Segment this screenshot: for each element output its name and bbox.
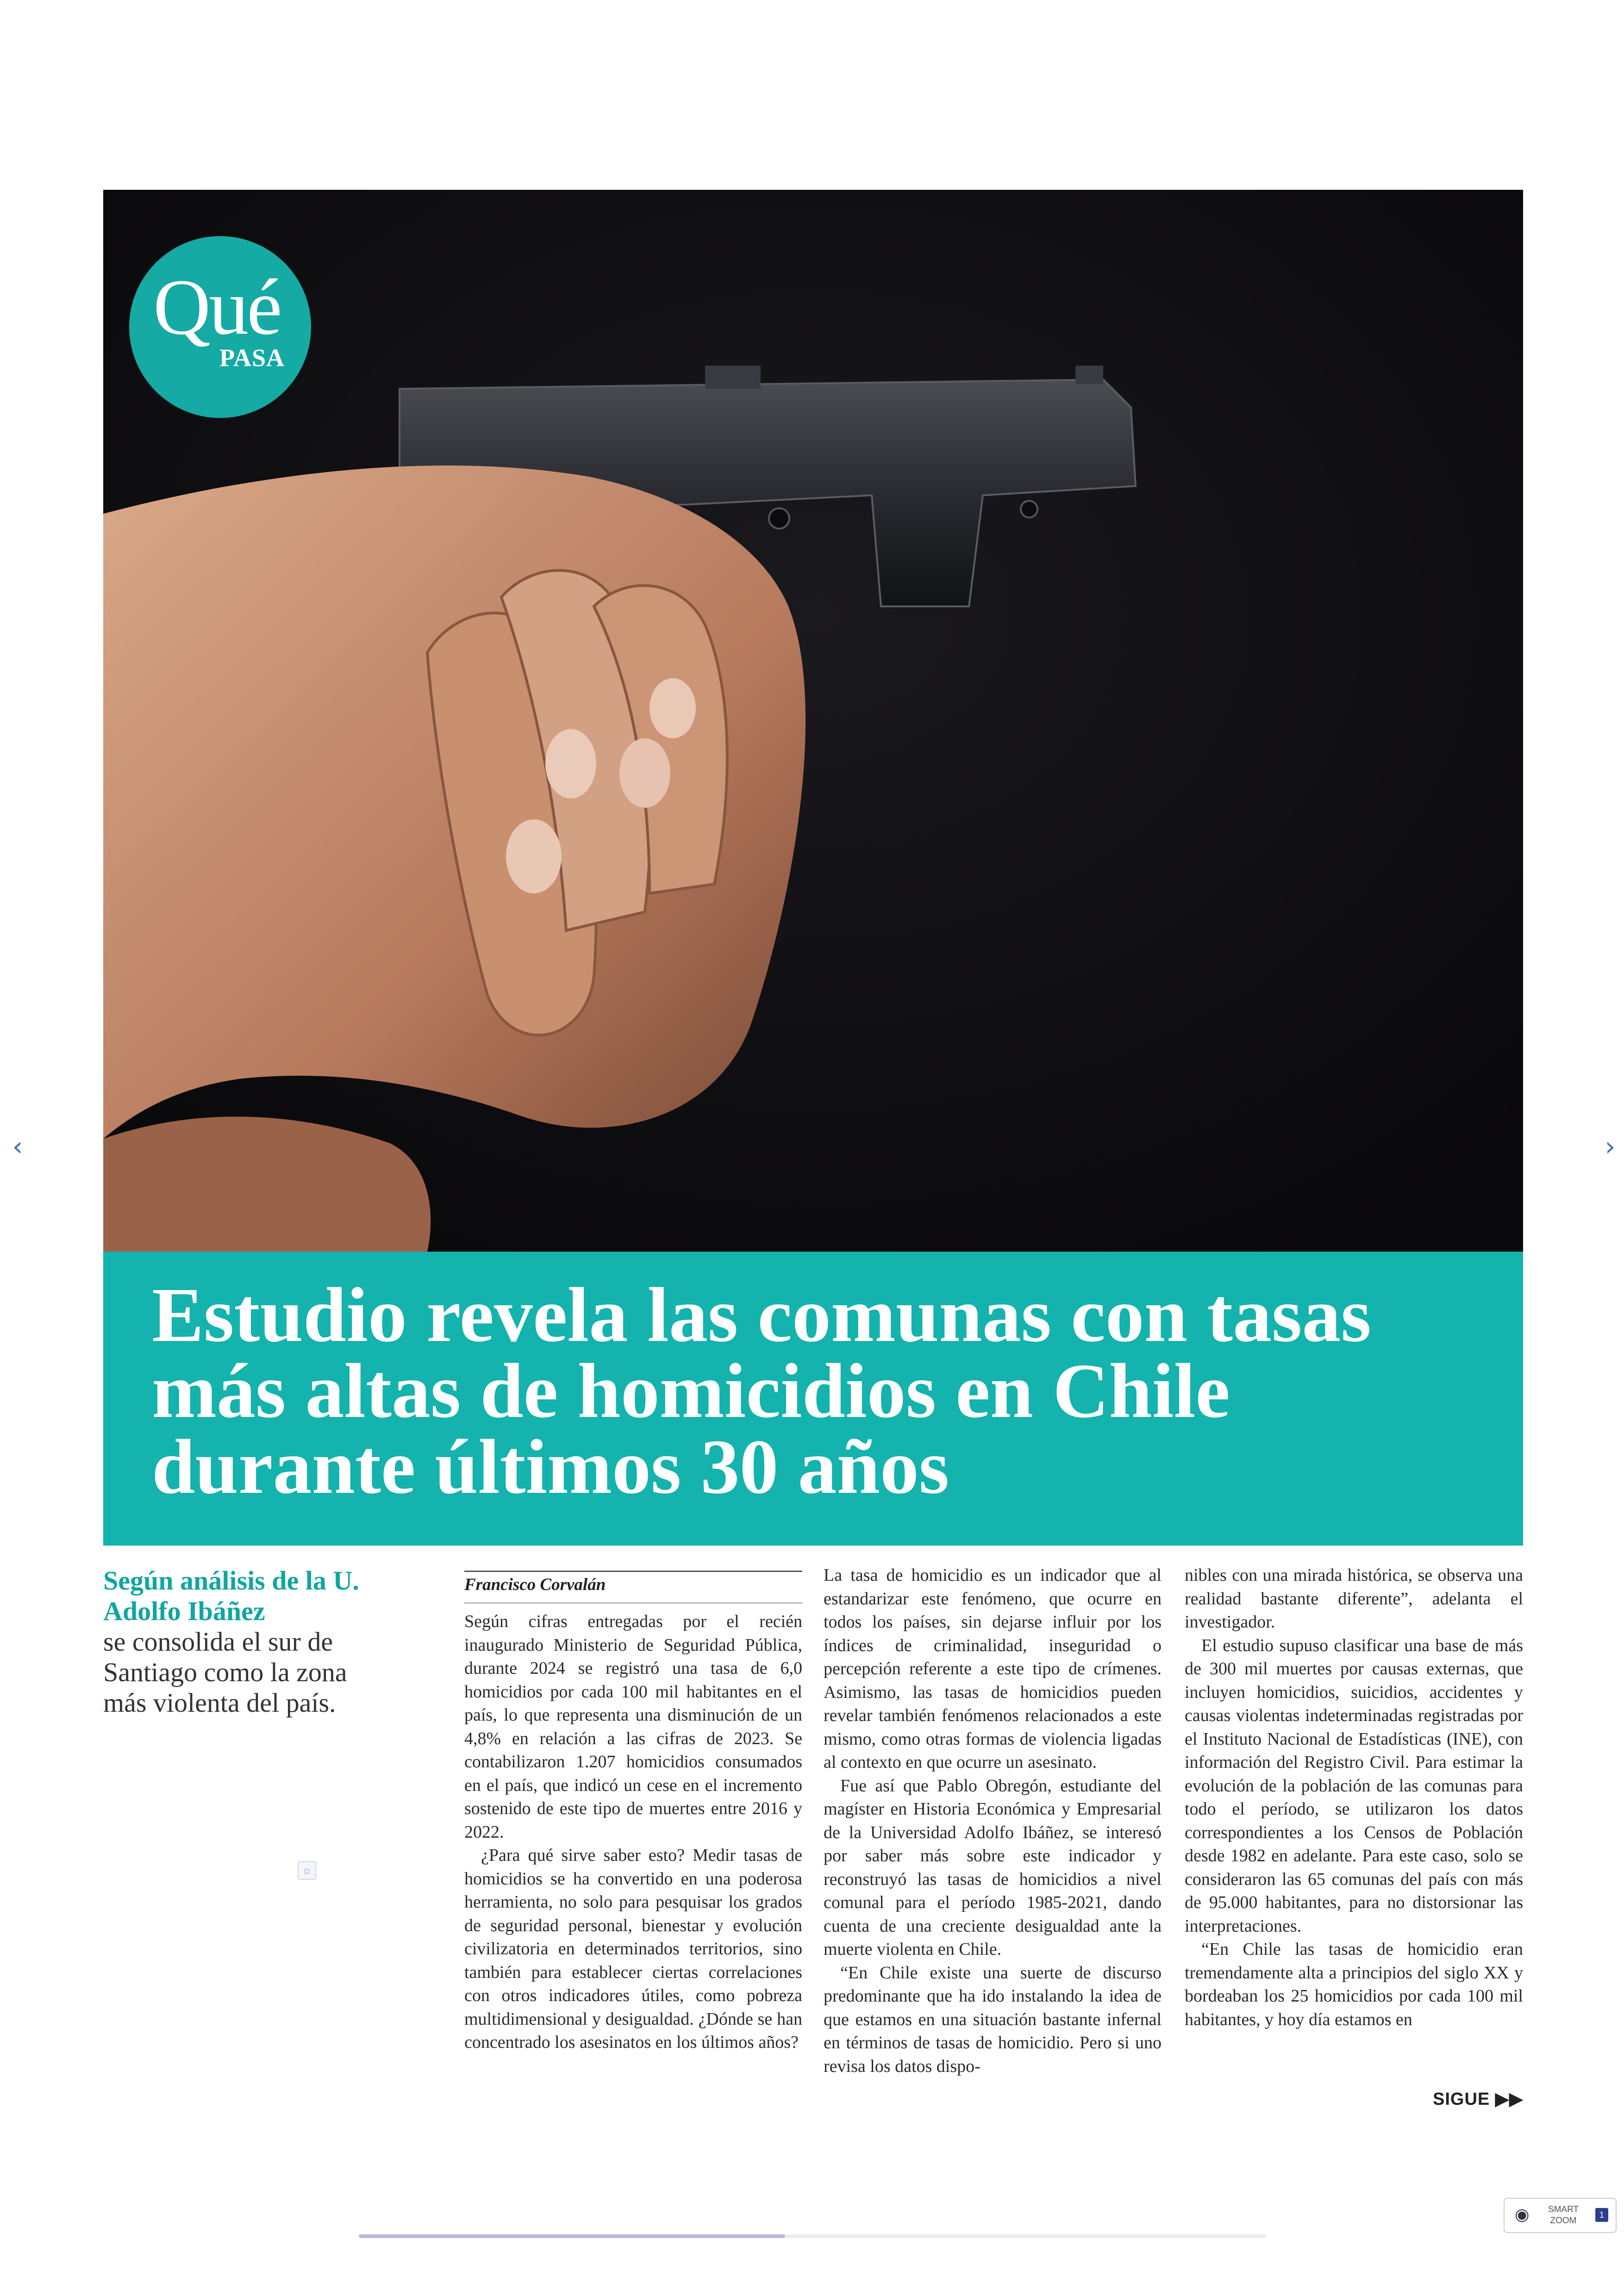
paragraph: nibles con una mirada histórica, se observa una realidad bastante diferente”, adelanta el investigador. <box>1185 1565 1523 1632</box>
paragraph: ¿Para qué sirve saber esto? Medir tasas de homicidios se ha convertido en una poderosa herramienta, no solo para pesquisar los grados de seguridad personal, bienestar y evolución civilizatoria en determinados territorios, sino también para establecer ciertas correlaciones con otros indicadores útiles, como pobreza multidimensional y desigualdad. ¿Dónde se han concentrado los asesinatos en los últimos años? <box>464 1846 802 2052</box>
pistol-hands-illustration <box>103 190 1523 1252</box>
byline-rule-top <box>464 1571 802 1572</box>
page-progress-bar[interactable] <box>359 2234 1266 2238</box>
paragraph: “En Chile las tasas de homicidio eran tremendamente alta a principios del siglo XX y bordeaban los 25 homicidios por cada 100 mil habitantes, y hoy día estamos en <box>1185 1940 1523 2029</box>
logo-que: Qué <box>153 263 281 351</box>
smart-zoom-line-2: ZOOM <box>1550 2216 1577 2226</box>
page-progress-fill <box>359 2234 785 2238</box>
deck-lead: Según análisis de la U. Adolfo Ibáñez <box>103 1565 359 1626</box>
chevron-left-icon[interactable]: ‹ <box>12 1132 23 1162</box>
paragraph: El estudio supuso clasificar una base de más de 300 mil muertes por causas externas, que incluyen homicidios, suicidios, accidentes y causas violentas indeterminadas registradas por el Instituto Nacional de Estadísticas (INE), con información del Registro Civil. Para estimar la evolución de la población de las comunas para todo el período, se utilizaron los datos correspondientes a los Censos de Población desde 1982 en adelante. Para este caso, solo se consideraron las 65 comunas del país con más de 95.000 habitantes, para no distorsionar las interpretaciones. <box>1185 1635 1523 1936</box>
continue-label: SIGUE ▶▶ <box>1433 2089 1524 2109</box>
paragraph: Según cifras entregadas por el recién inaugurado Ministerio de Seguridad Pública, durante 2024 se registró una tasa de 6,0 homicidios por cada 100 mil habitantes en el país, lo que representa una disminución de un 4,8% en relación a las cifras de 2023. Se contabilizaron 1.207 homicidios consumados en el país, que indicó un cese en el incremento sostenido de este tipo de muertes entre 2016 y 2022. <box>464 1612 802 1842</box>
body-column-2 <box>824 1564 1162 2078</box>
headline-band <box>103 1252 1523 1546</box>
note-icon[interactable]: ▫ <box>298 1861 316 1880</box>
smart-zoom-badge: 1 <box>1595 2208 1608 2222</box>
article-deck <box>103 1565 372 1718</box>
smart-zoom-button[interactable] <box>1504 2198 1617 2233</box>
body-column-1 <box>464 1610 802 2054</box>
chevron-right-icon[interactable]: › <box>1605 1132 1616 1162</box>
paragraph: La tasa de homicidio es un indicador que al estandarizar este fenómeno, que ocurre en todos los países, sin dejarse influir por los índices de criminalidad, inseguridad o percepción referente a este tipo de crímenes. Asimismo, las tasas de homicidios pueden revelar también fenómenos relacionados a este mismo, como otras formas de violencia ligadas al contexto en que ocurre un asesinato. <box>824 1565 1162 1772</box>
paragraph: Fue así que Pablo Obregón, estudiante del magíster en Historia Económica y Empresarial de la Universidad Adolfo Ibáñez, se interesó por saber más sobre este indicador y reconstruyó las tasas de homicidios a nivel comunal para el período 1985-2021, dando cuenta de una creciente desigualdad ante la muerte violenta en Chile. <box>824 1776 1162 1959</box>
article-headline: Estudio revela las comunas con tasas más altas de homicidios en Chile durante últimos 30 años <box>152 1272 1371 1510</box>
smart-zoom-line-1: SMART <box>1548 2205 1579 2214</box>
byline: Francisco Corvalán <box>464 1575 606 1594</box>
article-photo <box>103 190 1523 1252</box>
eye-icon: ◉ <box>1515 2205 1530 2224</box>
body-column-3 <box>1185 1564 1523 2031</box>
paragraph: “En Chile existe una suerte de discurso predominante que ha ido instalando la idea de que estamos en una situación bastante infernal en términos de tasas de homicidio. Pero si uno revisa los datos dispo- <box>824 1963 1162 2076</box>
que-pasa-logo <box>129 236 311 418</box>
smart-zoom-label <box>1543 2204 1584 2226</box>
deck-rest: se consolida el sur de Santiago como la zona más violenta del país. <box>103 1627 347 1718</box>
logo-pasa: PASA <box>219 344 285 372</box>
